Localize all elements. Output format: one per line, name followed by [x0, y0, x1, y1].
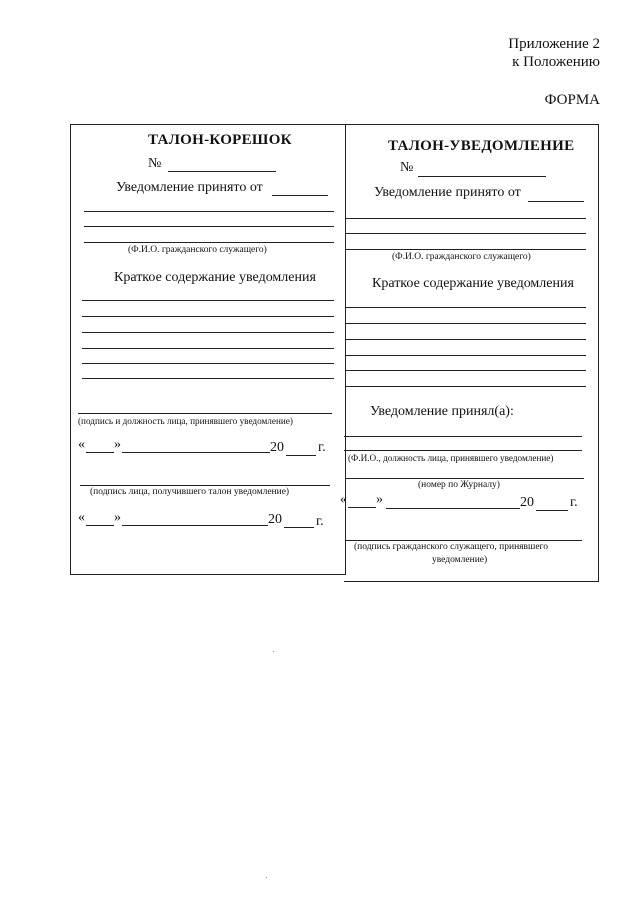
stub-summary-label: Краткое содержание уведомления: [114, 270, 316, 285]
notice-summary-line-1[interactable]: [346, 307, 586, 308]
stub-fio-caption: (Ф.И.О. гражданского служащего): [128, 245, 267, 255]
notice-date-year-field[interactable]: [536, 510, 568, 511]
form-label: ФОРМА: [544, 92, 600, 108]
notice-summary-label: Краткое содержание уведомления: [372, 276, 574, 291]
notice-date-close: »: [376, 492, 383, 507]
notice-summary-line-6[interactable]: [346, 386, 586, 387]
stub-date-1-month-field[interactable]: [122, 452, 270, 453]
notice-accepted-by-label: Уведомление принял(а):: [370, 404, 514, 419]
stub-date-2-day-field[interactable]: [86, 525, 114, 526]
notice-fio-caption: (Ф.И.О. гражданского служащего): [392, 252, 531, 262]
notice-servant-field[interactable]: [346, 540, 582, 541]
stub-summary-line-1[interactable]: [82, 300, 334, 301]
stub-date-2-year-prefix: 20: [268, 512, 282, 527]
stub-date-2-year-field[interactable]: [284, 527, 314, 528]
stub-fio-line-3[interactable]: [84, 242, 334, 243]
notice-servant-caption-2: уведомление): [432, 555, 488, 565]
notice-received-from-field[interactable]: [528, 201, 584, 202]
notice-journal-field[interactable]: [346, 478, 584, 479]
notice-number-sign: №: [400, 160, 414, 175]
regulation-label: к Положению: [512, 54, 600, 70]
stub-number-sign: №: [148, 156, 162, 171]
stub-date-1-open: «: [78, 437, 85, 452]
scan-speck: [273, 651, 274, 652]
stub-number-field[interactable]: [168, 171, 276, 172]
notice-servant-caption-1: (подпись гражданского служащего, принявшего: [354, 542, 548, 552]
stub-date-1-day-field[interactable]: [86, 452, 114, 453]
stub-receiver-caption: (подпись лица, получившего талон уведомление): [90, 487, 290, 497]
notice-acceptor-line-1[interactable]: [344, 436, 582, 437]
stub-fio-line-2[interactable]: [84, 226, 334, 227]
notice-date-open: «: [340, 492, 347, 507]
notice-received-from-label: Уведомление принято от: [374, 185, 521, 200]
stub-date-2-month-field[interactable]: [122, 525, 268, 526]
notice-summary-line-5[interactable]: [346, 370, 586, 371]
stub-received-from-label: Уведомление принято от: [116, 180, 263, 195]
stub-title: ТАЛОН-КОРЕШОК: [148, 132, 292, 148]
stub-date-2-open: «: [78, 510, 85, 525]
stub-date-1-close: »: [114, 437, 121, 452]
stub-received-from-field[interactable]: [272, 195, 328, 196]
notice-date-day-field[interactable]: [348, 507, 376, 508]
notice-summary-line-2[interactable]: [346, 323, 586, 324]
notice-fio-line-3[interactable]: [346, 249, 586, 250]
stub-summary-line-6[interactable]: [82, 378, 334, 379]
scan-speck: [266, 877, 267, 878]
notice-date-year-suffix: г.: [570, 495, 578, 510]
stub-date-2-close: »: [114, 510, 121, 525]
appendix-label: Приложение 2: [508, 36, 600, 52]
notice-fio-line-1[interactable]: [346, 218, 586, 219]
notice-journal-caption: (номер по Журналу): [418, 480, 500, 490]
stub-fio-line-1[interactable]: [84, 211, 334, 212]
stub-summary-line-5[interactable]: [82, 363, 334, 364]
stub-date-1-year-field[interactable]: [286, 455, 316, 456]
stub-receiver-field[interactable]: [80, 485, 330, 486]
stub-signer-field[interactable]: [78, 413, 332, 414]
stub-date-1-year-suffix: г.: [318, 440, 326, 455]
notice-date-year-prefix: 20: [520, 495, 534, 510]
notice-acceptor-caption: (Ф.И.О., должность лица, принявшего уведомление): [348, 453, 554, 463]
notice-fio-line-2[interactable]: [346, 233, 586, 234]
stub-summary-line-3[interactable]: [82, 332, 334, 333]
notice-date-month-field[interactable]: [386, 508, 520, 509]
notice-number-field[interactable]: [418, 176, 546, 177]
notice-summary-line-3[interactable]: [346, 339, 586, 340]
notice-acceptor-line-2[interactable]: [344, 450, 582, 451]
notice-title: ТАЛОН-УВЕДОМЛЕНИЕ: [388, 138, 575, 154]
notice-summary-line-4[interactable]: [346, 355, 586, 356]
stub-signer-caption: (подпись и должность лица, принявшего уведомление): [78, 416, 293, 426]
stub-date-2-year-suffix: г.: [316, 514, 324, 529]
stub-summary-line-4[interactable]: [82, 348, 334, 349]
stub-summary-line-2[interactable]: [82, 316, 334, 317]
stub-date-1-year-prefix: 20: [270, 440, 284, 455]
